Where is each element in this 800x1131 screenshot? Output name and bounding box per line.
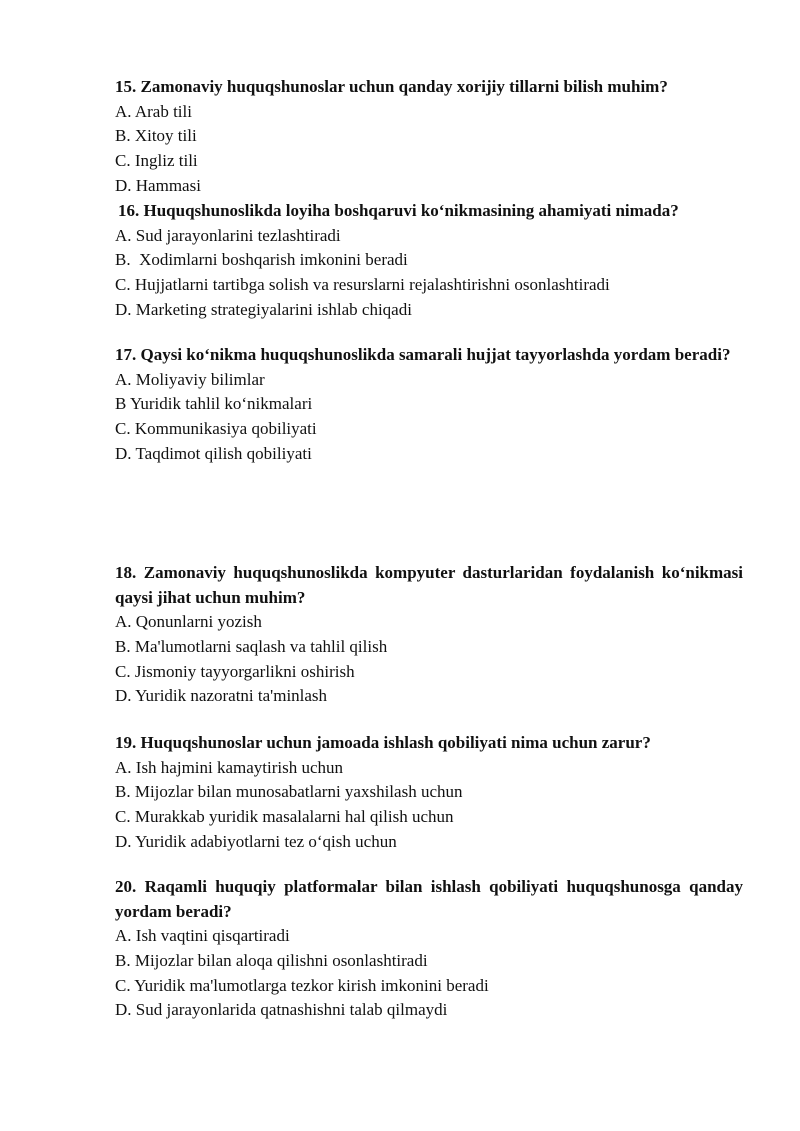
question-title: 19. Huquqshunoslar uchun jamoada ishlash qobiliyati nima uchun zarur? (115, 733, 651, 752)
answer-option-d: D. Yuridik nazoratni ta'minlash (115, 686, 328, 706)
answer-option-a: A. Ish hajmini kamaytirish uchun (115, 757, 344, 777)
answer-option-b: B. Ma'lumotlarni saqlash va tahlil qilish (115, 636, 388, 656)
answer-option-c: C. Hujjatlarni tartibga solish va resurslarni rejalashtirishni osonlashtiradi (115, 275, 610, 295)
question-title: 18. Zamonaviy huquqshunoslikda kompyuter dasturlaridan foydalanish ko‘nikmasi qaysi jihat uchun muhim? (115, 563, 743, 607)
answer-option-c: C. Kommunikasiya qobiliyati (115, 419, 317, 439)
question-17 (115, 343, 743, 467)
answer-option-b: B. Mijozlar bilan aloqa qilishni osonlashtiradi (115, 950, 428, 970)
answer-option-a: A. Ish vaqtini qisqartiradi (115, 926, 290, 945)
question-18 (115, 561, 743, 709)
question-19 (115, 731, 743, 855)
answer-option-d: D. Marketing strategiyalarini ishlab chiqadi (115, 299, 412, 319)
answer-option-c: C. Jismoniy tayyorgarlikni oshirish (115, 661, 355, 681)
question-title: 15. Zamonaviy huquqshunoslar uchun qanday xorijiy tillarni bilish muhim? (115, 77, 668, 96)
answer-option-d: D. Sud jarayonlarida qatnashishni talab qilmaydi (115, 1000, 448, 1020)
answer-option-c: C. Murakkab yuridik masalalarni hal qilish uchun (115, 807, 454, 827)
answer-option-c: C. Ingliz tili (115, 151, 198, 171)
question-16 (115, 199, 743, 323)
answer-option-b: B. Xodimlarni boshqarish imkonini beradi (115, 250, 408, 270)
question-title: 16. Huquqshunoslikda loyiha boshqaruvi ko‘nikmasining ahamiyati nimada? (118, 201, 679, 220)
answer-option-d: D. Hammasi (115, 175, 201, 195)
answer-option-a: A. Arab tili (115, 101, 192, 121)
question-20 (115, 875, 743, 1023)
answer-option-c: C. Yuridik ma'lumotlarga tezkor kirish imkonini beradi (115, 975, 489, 995)
answer-option-a: A. Moliyaviy bilimlar (115, 369, 265, 389)
question-15 (115, 75, 743, 199)
answer-option-b: B. Mijozlar bilan munosabatlarni yaxshilash uchun (115, 782, 463, 802)
question-title: 20. Raqamli huquqiy platformalar bilan ishlash qobiliyati huquqshunosga qanday yordam beradi? (115, 877, 743, 921)
answer-option-b: B. Xitoy tili (115, 126, 197, 146)
question-title: 17. Qaysi ko‘nikma huquqshunoslikda samarali hujjat tayyorlashda yordam beradi? (115, 345, 731, 364)
answer-option-b: B Yuridik tahlil ko‘nikmalari (115, 394, 313, 414)
answer-option-d: D. Yuridik adabiyotlarni tez o‘qish uchun (115, 831, 397, 851)
answer-option-a: A. Sud jarayonlarini tezlashtiradi (115, 225, 341, 245)
answer-option-a: A. Qonunlarni yozish (115, 612, 262, 631)
answer-option-d: D. Taqdimot qilish qobiliyati (115, 443, 312, 463)
